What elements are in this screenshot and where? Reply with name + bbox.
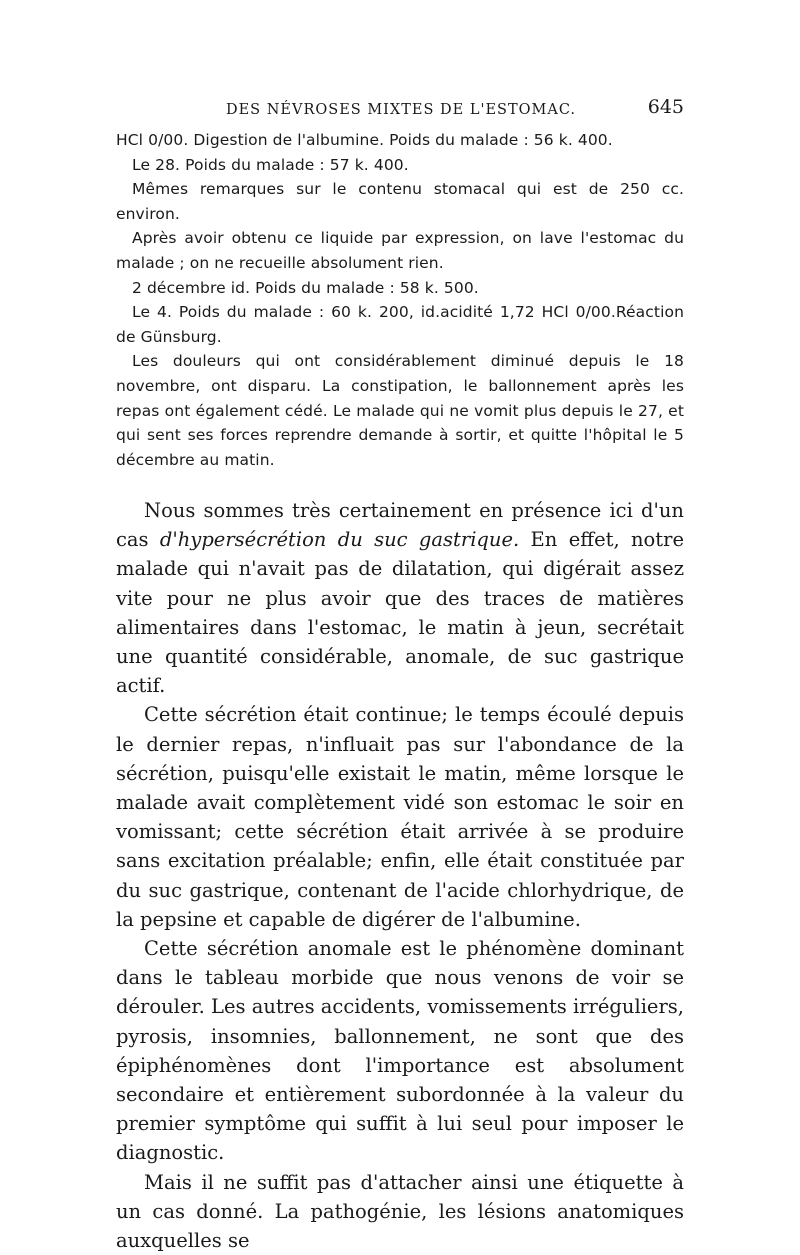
note-paragraph: Les douleurs qui ont considérablement diminué depuis le 18 novembre, ont disparu. La constipation, le ballonnement après les repas ont également cédé. Le malade qui ne vomit plus depuis le 27, et qui sent ses forces reprendre demande à sortir, et quitte l'hôpital le 5 décembre au matin. xyxy=(116,352,684,469)
page-number: 645 xyxy=(647,96,684,118)
body-paragraph: Mais il ne suffit pas d'attacher ainsi une étiquette à un cas donné. La pathogénie, les lésions anatomiques auxquelles se xyxy=(116,1170,684,1253)
case-notes xyxy=(116,128,684,472)
note-paragraph: Après avoir obtenu ce liquide par expression, on lave l'estomac du malade ; on ne recueille absolument rien. xyxy=(116,229,684,272)
note-paragraph: HCl 0/00. Digestion de l'albumine. Poids du malade : 56 k. 400. xyxy=(116,131,613,149)
note-paragraph: Mêmes remarques sur le contenu stomacal qui est de 250 cc. environ. xyxy=(116,180,684,223)
note-paragraph: 2 décembre id. Poids du malade : 58 k. 500. xyxy=(132,278,479,297)
body-paragraph xyxy=(116,496,684,700)
note-paragraph: Le 28. Poids du malade : 57 k. 400. xyxy=(132,155,409,174)
body-paragraph: Cette sécrétion anomale est le phénomène dominant dans le tableau morbide que nous venons de voir se dérouler. Les autres accidents, vomissements irréguliers, pyrosis, insomnies, ballonnement, ne sont que des épiphénomènes dont l'importance est absolument secondaire et entièrement subordonnée à la valeur du premier symptôme qui suffit à lui seul pour imposer le diagnostic. xyxy=(116,937,684,1165)
running-title: DES NÉVROSES MIXTES DE L'ESTOMAC. xyxy=(225,102,577,118)
note-paragraph: Le 4. Poids du malade : 60 k. 200, id.acidité 1,72 HCl 0/00.Réaction de Günsburg. xyxy=(116,303,684,346)
page-header xyxy=(118,96,684,126)
italic-term: d'hypersécrétion du suc gastrique. xyxy=(159,528,520,552)
body-text-span: Nous sommes très certainement en présence ici d'un cas xyxy=(116,499,684,552)
body-text-span: En effet, notre malade qui n'avait pas de dilatation, qui digérait assez vite pour ne plus avoir que des traces de matières alimentaires dans l'estomac, le matin à jeun, secrétait une quantité considérable, anomale, de suc gastrique actif. xyxy=(116,528,684,698)
main-text xyxy=(116,496,684,1255)
body-paragraph: Cette sécrétion était continue; le temps écoulé depuis le dernier repas, n'influait pas sur l'abondance de la sécrétion, puisqu'elle existait le matin, même lorsque le malade avait complètement vidé son estomac le soir en vomissant; cette sécrétion était arrivée à se produire sans excitation préalable; enfin, elle était constituée par du suc gastrique, contenant de l'acide chlorhydrique, de la pepsine et capable de digérer de l'albumine. xyxy=(116,703,684,931)
